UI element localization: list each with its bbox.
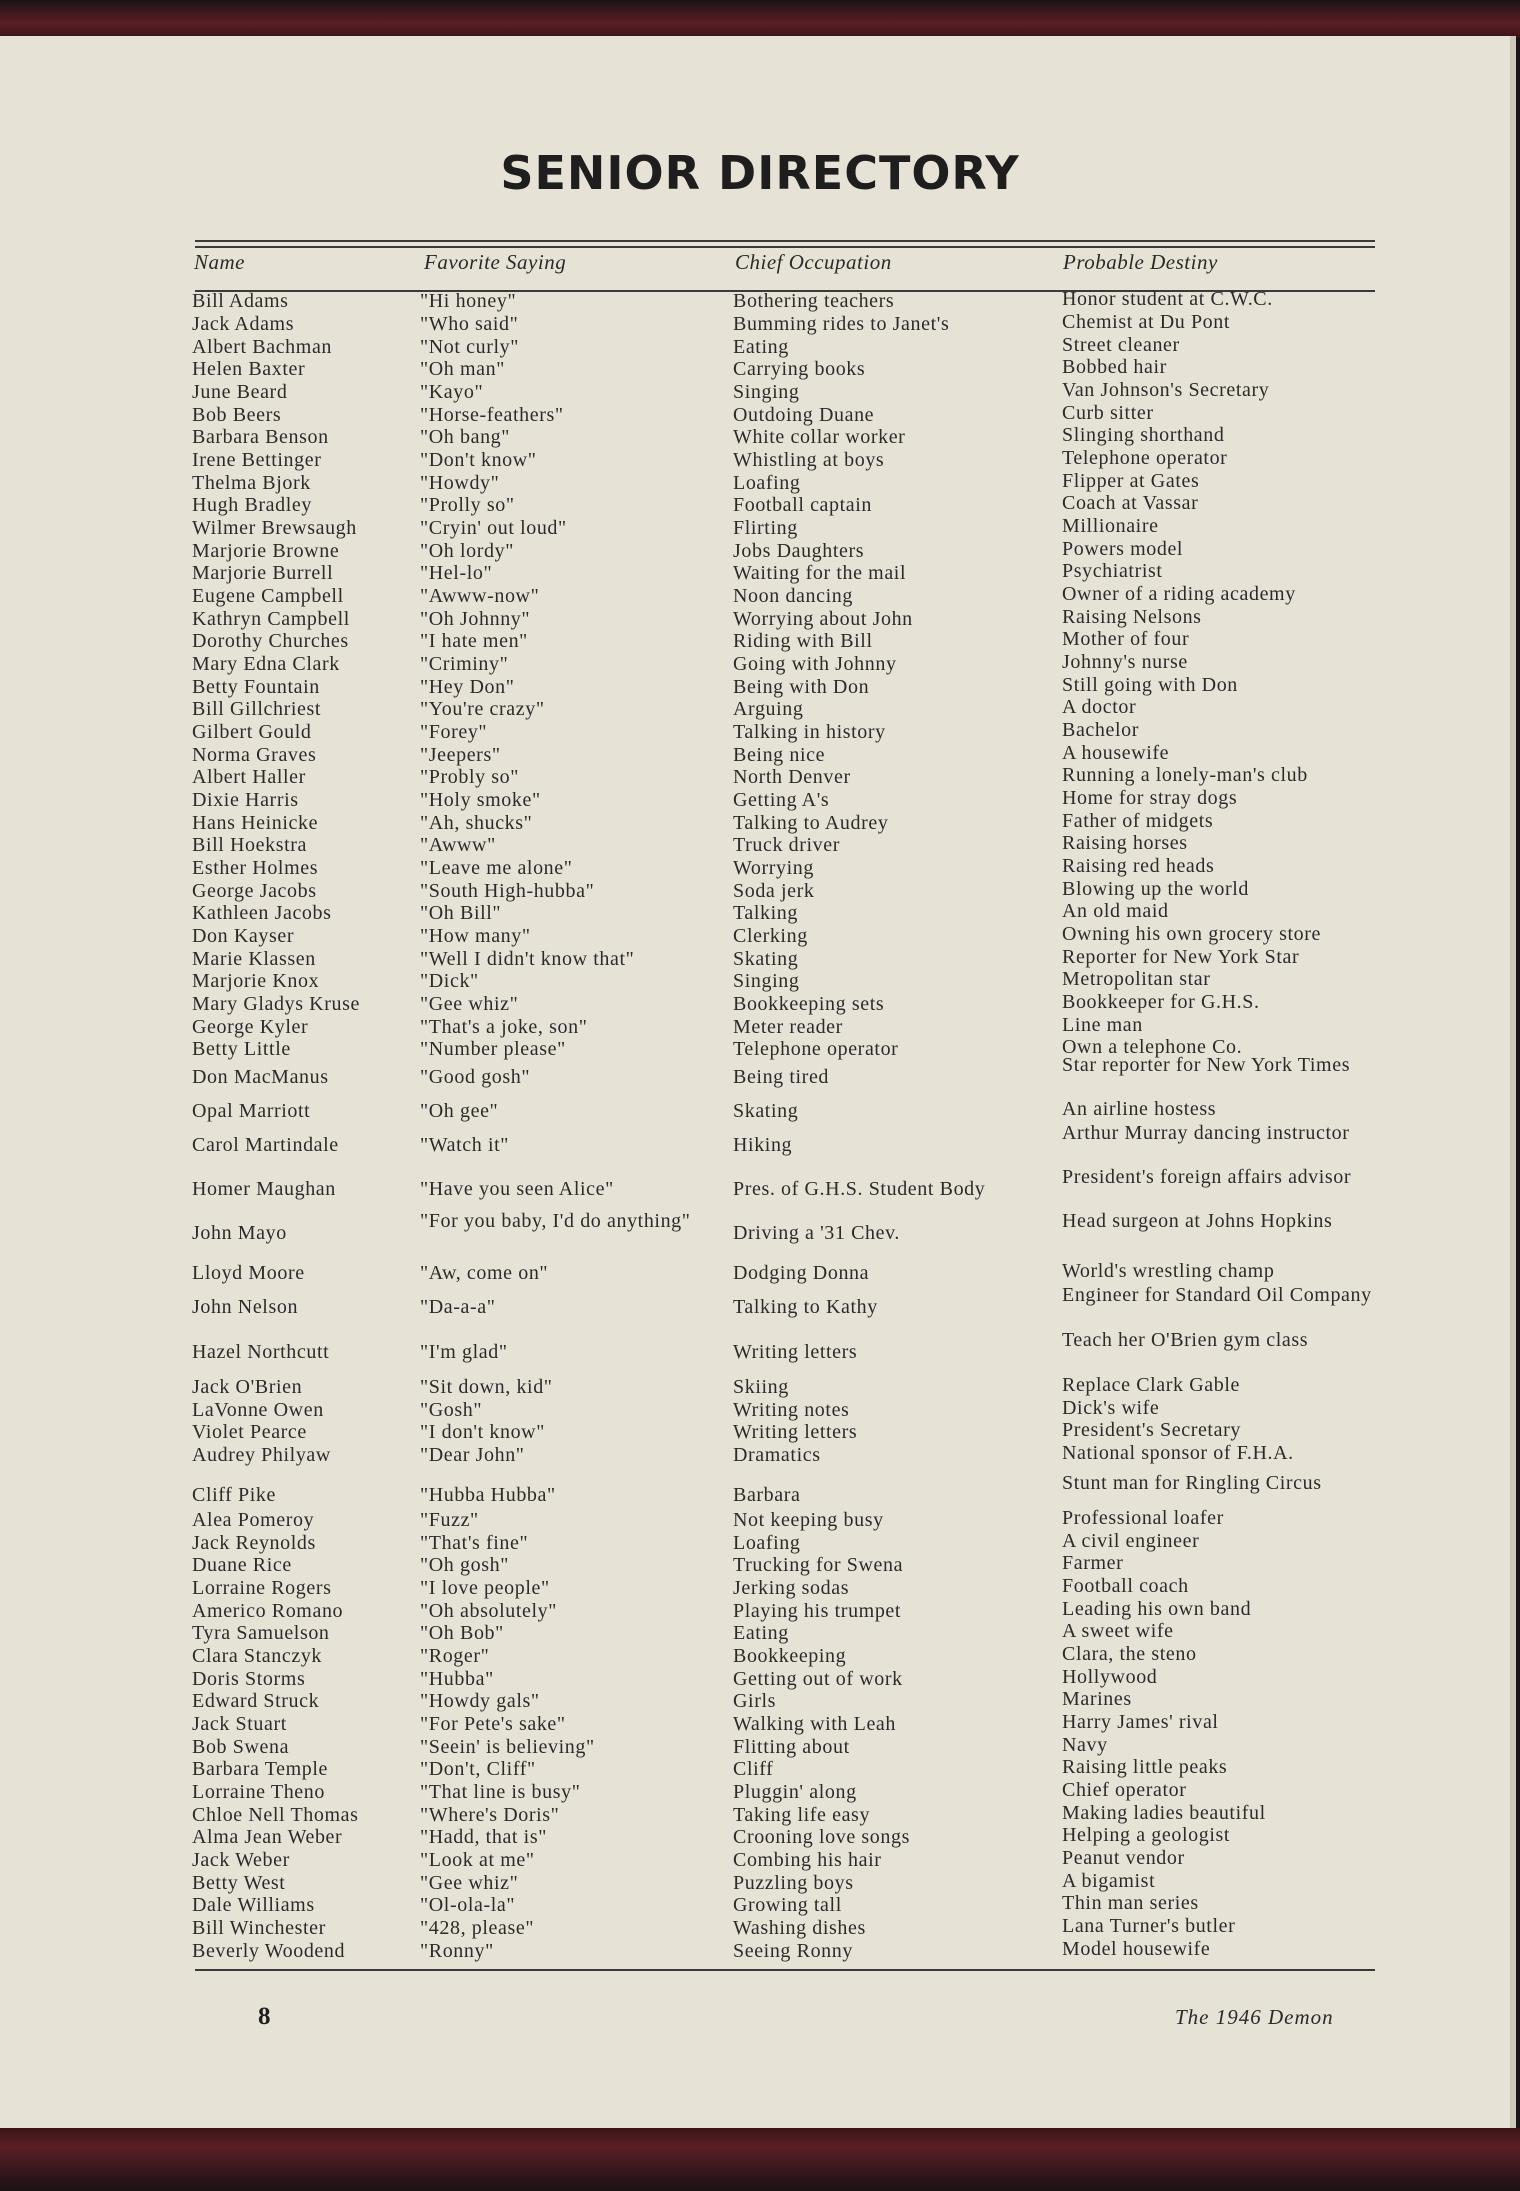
occupation-cell: Arguing xyxy=(733,698,804,720)
saying-cell: "Fuzz" xyxy=(420,1509,479,1531)
name-cell: Americo Romano xyxy=(192,1600,344,1622)
occupation-cell: Hiking xyxy=(733,1134,793,1156)
occupation-cell: Cliff xyxy=(733,1758,774,1780)
saying-cell: "Who said" xyxy=(420,313,519,335)
destiny-cell: Football coach xyxy=(1062,1575,1189,1597)
occupation-cell: Crooning love songs xyxy=(733,1826,910,1848)
destiny-cell: Star reporter for New York Times xyxy=(1062,1054,1351,1076)
destiny-cell: Blowing up the world xyxy=(1062,878,1249,900)
occupation-cell: Taking life easy xyxy=(733,1804,871,1826)
destiny-cell: An old maid xyxy=(1062,900,1169,922)
saying-cell: "That line is busy" xyxy=(420,1781,581,1803)
destiny-cell: An airline hostess xyxy=(1062,1098,1217,1120)
occupation-cell: Walking with Leah xyxy=(733,1713,896,1735)
table-rule-bottom xyxy=(195,1969,1375,1971)
occupation-cell: Combing his hair xyxy=(733,1849,882,1871)
saying-cell: "428, please" xyxy=(420,1917,535,1939)
name-cell: Alma Jean Weber xyxy=(192,1826,343,1848)
name-cell: Wilmer Brewsaugh xyxy=(192,517,357,539)
saying-cell: "Hadd, that is" xyxy=(420,1826,547,1848)
name-cell: Beverly Woodend xyxy=(192,1940,346,1962)
occupation-cell: Clerking xyxy=(733,925,808,947)
occupation-cell: Truck driver xyxy=(733,834,841,856)
saying-cell: "That's a joke, son" xyxy=(420,1016,588,1038)
name-cell: Kathleen Jacobs xyxy=(192,902,332,924)
occupation-cell: Girls xyxy=(733,1690,776,1712)
saying-cell: "Oh absolutely" xyxy=(420,1600,557,1622)
name-cell: Irene Bettinger xyxy=(192,449,322,471)
destiny-cell: Hollywood xyxy=(1062,1666,1158,1688)
saying-cell: "Awww-now" xyxy=(420,585,540,607)
saying-cell: "Prolly so" xyxy=(420,494,515,516)
name-cell: June Beard xyxy=(192,381,288,403)
occupation-cell: Jobs Daughters xyxy=(733,540,865,562)
page-title: SENIOR DIRECTORY xyxy=(500,146,1020,200)
destiny-cell: Marines xyxy=(1062,1688,1132,1710)
occupation-cell: Worrying xyxy=(733,857,814,879)
destiny-cell: A bigamist xyxy=(1062,1870,1156,1892)
saying-cell: "Good gosh" xyxy=(420,1066,531,1088)
occupation-cell: Writing letters xyxy=(733,1421,858,1443)
saying-cell: "You're crazy" xyxy=(420,698,545,720)
destiny-cell: Raising Nelsons xyxy=(1062,606,1202,628)
occupation-cell: Worrying about John xyxy=(733,608,913,630)
saying-cell: "Gosh" xyxy=(420,1399,483,1421)
destiny-cell: Johnny's nurse xyxy=(1062,651,1188,673)
saying-cell: "Oh Johnny" xyxy=(420,608,531,630)
name-cell: Marjorie Burrell xyxy=(192,562,334,584)
destiny-cell: Harry James' rival xyxy=(1062,1711,1219,1733)
name-cell: Gilbert Gould xyxy=(192,721,312,743)
saying-cell: "Awww" xyxy=(420,834,496,856)
occupation-cell: Seeing Ronny xyxy=(733,1940,853,1962)
saying-cell: "Gee whiz" xyxy=(420,1872,519,1894)
saying-cell: "Howdy gals" xyxy=(420,1690,540,1712)
saying-cell: "I love people" xyxy=(420,1577,550,1599)
saying-cell: "Look at me" xyxy=(420,1849,535,1871)
occupation-cell: Pluggin' along xyxy=(733,1781,857,1803)
destiny-cell: Head surgeon at Johns Hopkins xyxy=(1062,1210,1333,1232)
occupation-cell: Bothering teachers xyxy=(733,290,895,312)
saying-cell: "Gee whiz" xyxy=(420,993,519,1015)
destiny-cell: Still going with Don xyxy=(1062,674,1238,696)
destiny-cell: Farmer xyxy=(1062,1552,1124,1574)
page-number: 8 xyxy=(258,2003,271,2030)
destiny-cell: National sponsor of F.H.A. xyxy=(1062,1442,1294,1464)
destiny-cell: Peanut vendor xyxy=(1062,1847,1185,1869)
destiny-cell: Arthur Murray dancing instructor xyxy=(1062,1122,1350,1144)
occupation-cell: Singing xyxy=(733,970,800,992)
occupation-cell: Loafing xyxy=(733,1532,801,1554)
book-edge-top xyxy=(0,0,1520,38)
name-cell: Jack Adams xyxy=(192,313,295,335)
saying-cell: "Oh Bill" xyxy=(420,902,502,924)
saying-cell: "Kayo" xyxy=(420,381,484,403)
saying-cell: "Have you seen Alice" xyxy=(420,1178,614,1200)
occupation-cell: Talking xyxy=(733,902,799,924)
destiny-cell: A civil engineer xyxy=(1062,1530,1200,1552)
destiny-cell: Clara, the steno xyxy=(1062,1643,1197,1665)
saying-cell: "Seein' is believing" xyxy=(420,1736,595,1758)
destiny-cell: Dick's wife xyxy=(1062,1397,1160,1419)
name-cell: Dorothy Churches xyxy=(192,630,349,652)
saying-cell: "Watch it" xyxy=(420,1134,510,1156)
name-cell: Bill Hoekstra xyxy=(192,834,308,856)
destiny-cell: A sweet wife xyxy=(1062,1620,1174,1642)
name-cell: Thelma Bjork xyxy=(192,472,311,494)
destiny-cell: Own a telephone Co. xyxy=(1062,1036,1243,1058)
occupation-cell: Being nice xyxy=(733,744,826,766)
destiny-cell: Powers model xyxy=(1062,538,1184,560)
saying-cell: "Dick" xyxy=(420,970,479,992)
saying-cell: "I hate men" xyxy=(420,630,528,652)
name-cell: Bob Swena xyxy=(192,1736,290,1758)
name-cell: Lorraine Rogers xyxy=(192,1577,332,1599)
destiny-cell: President's Secretary xyxy=(1062,1419,1241,1441)
destiny-cell: Replace Clark Gable xyxy=(1062,1374,1240,1396)
saying-cell: "Roger" xyxy=(420,1645,490,1667)
occupation-cell: Being with Don xyxy=(733,676,870,698)
destiny-cell: Home for stray dogs xyxy=(1062,787,1238,809)
saying-cell: "Dear John" xyxy=(420,1444,525,1466)
destiny-cell: Raising little peaks xyxy=(1062,1756,1228,1778)
destiny-cell: Navy xyxy=(1062,1734,1108,1756)
occupation-cell: Outdoing Duane xyxy=(733,404,875,426)
name-cell: Bill Adams xyxy=(192,290,289,312)
occupation-cell: Singing xyxy=(733,381,800,403)
occupation-cell: Meter reader xyxy=(733,1016,843,1038)
saying-cell: "Where's Doris" xyxy=(420,1804,560,1826)
saying-cell: "Oh gosh" xyxy=(420,1554,509,1576)
destiny-cell: World's wrestling champ xyxy=(1062,1260,1275,1282)
name-cell: Audrey Philyaw xyxy=(192,1444,331,1466)
occupation-cell: Bumming rides to Janet's xyxy=(733,313,950,335)
destiny-cell: Bachelor xyxy=(1062,719,1139,741)
occupation-cell: Playing his trumpet xyxy=(733,1600,902,1622)
occupation-cell: Getting A's xyxy=(733,789,830,811)
name-cell: Marie Klassen xyxy=(192,948,316,970)
name-cell: Bill Gillchriest xyxy=(192,698,322,720)
destiny-cell: Professional loafer xyxy=(1062,1507,1224,1529)
saying-cell: "Hi honey" xyxy=(420,290,517,312)
occupation-cell: Eating xyxy=(733,336,789,358)
occupation-cell: Pres. of G.H.S. Student Body xyxy=(733,1178,986,1200)
name-cell: Lloyd Moore xyxy=(192,1262,305,1284)
name-cell: Mary Gladys Kruse xyxy=(192,993,360,1015)
occupation-cell: White collar worker xyxy=(733,426,906,448)
destiny-cell: Helping a geologist xyxy=(1062,1824,1231,1846)
occupation-cell: Eating xyxy=(733,1622,789,1644)
name-cell: Kathryn Campbell xyxy=(192,608,350,630)
saying-cell: "Holy smoke" xyxy=(420,789,541,811)
header-saying: Favorite Saying xyxy=(424,250,567,274)
destiny-cell: Line man xyxy=(1062,1014,1143,1036)
book-edge-bottom xyxy=(0,2128,1520,2191)
name-cell: Cliff Pike xyxy=(192,1484,276,1506)
name-cell: George Kyler xyxy=(192,1016,309,1038)
saying-cell: "Hubba Hubba" xyxy=(420,1484,556,1506)
occupation-cell: Going with Johnny xyxy=(733,653,897,675)
header-occupation: Chief Occupation xyxy=(735,250,892,274)
occupation-cell: Flitting about xyxy=(733,1736,850,1758)
destiny-cell: Making ladies beautiful xyxy=(1062,1802,1266,1824)
occupation-cell: Dramatics xyxy=(733,1444,821,1466)
publication-name: The 1946 Demon xyxy=(1175,2005,1334,2029)
occupation-cell: Telephone operator xyxy=(733,1038,899,1060)
destiny-cell: Owner of a riding academy xyxy=(1062,583,1296,605)
saying-cell: "I'm glad" xyxy=(420,1341,508,1363)
name-cell: Albert Haller xyxy=(192,766,306,788)
saying-cell: "How many" xyxy=(420,925,531,947)
name-cell: Eugene Campbell xyxy=(192,585,344,607)
saying-cell: "Oh lordy" xyxy=(420,540,514,562)
saying-cell: "Jeepers" xyxy=(420,744,501,766)
name-cell: Barbara Benson xyxy=(192,426,329,448)
occupation-cell: Talking to Kathy xyxy=(733,1296,878,1318)
name-cell: Bob Beers xyxy=(192,404,282,426)
occupation-cell: Football captain xyxy=(733,494,873,516)
destiny-cell: Owning his own grocery store xyxy=(1062,923,1321,945)
name-cell: Barbara Temple xyxy=(192,1758,329,1780)
saying-cell: "Criminy" xyxy=(420,653,509,675)
name-cell: Don MacManus xyxy=(192,1066,329,1088)
name-cell: Mary Edna Clark xyxy=(192,653,340,675)
destiny-cell: Leading his own band xyxy=(1062,1598,1252,1620)
header-rule-top-2 xyxy=(195,246,1375,248)
occupation-cell: Waiting for the mail xyxy=(733,562,907,584)
destiny-cell: Bobbed hair xyxy=(1062,356,1167,378)
name-cell: John Mayo xyxy=(192,1222,287,1244)
saying-cell: "Horse-feathers" xyxy=(420,404,564,426)
name-cell: Jack Stuart xyxy=(192,1713,287,1735)
destiny-cell: Slinging shorthand xyxy=(1062,424,1225,446)
destiny-cell: A housewife xyxy=(1062,742,1170,764)
destiny-cell: Raising horses xyxy=(1062,832,1188,854)
destiny-cell: Van Johnson's Secretary xyxy=(1062,379,1270,401)
saying-cell: "That's fine" xyxy=(420,1532,529,1554)
name-cell: Betty West xyxy=(192,1872,286,1894)
name-cell: Helen Baxter xyxy=(192,358,306,380)
destiny-cell: Metropolitan star xyxy=(1062,968,1211,990)
occupation-cell: Driving a '31 Chev. xyxy=(733,1222,901,1244)
destiny-cell: Street cleaner xyxy=(1062,334,1180,356)
name-cell: Esther Holmes xyxy=(192,857,319,879)
occupation-cell: Puzzling boys xyxy=(733,1872,854,1894)
occupation-cell: Trucking for Swena xyxy=(733,1554,904,1576)
header-rule-top xyxy=(195,240,1375,242)
destiny-cell: Chief operator xyxy=(1062,1779,1187,1801)
destiny-cell: Coach at Vassar xyxy=(1062,492,1199,514)
name-cell: Hazel Northcutt xyxy=(192,1341,330,1363)
name-cell: Jack O'Brien xyxy=(192,1376,303,1398)
occupation-cell: Talking to Audrey xyxy=(733,812,889,834)
name-cell: Norma Graves xyxy=(192,744,317,766)
occupation-cell: Riding with Bill xyxy=(733,630,873,652)
occupation-cell: Not keeping busy xyxy=(733,1509,884,1531)
occupation-cell: Washing dishes xyxy=(733,1917,866,1939)
destiny-cell: Millionaire xyxy=(1062,515,1159,537)
saying-cell: "Oh Bob" xyxy=(420,1622,504,1644)
name-cell: Violet Pearce xyxy=(192,1421,307,1443)
saying-cell: "Da-a-a" xyxy=(420,1296,496,1318)
occupation-cell: Writing notes xyxy=(733,1399,850,1421)
saying-cell: "Hubba" xyxy=(420,1668,494,1690)
saying-cell: "Ronny" xyxy=(420,1940,494,1962)
occupation-cell: Skating xyxy=(733,1100,799,1122)
destiny-cell: A doctor xyxy=(1062,696,1137,718)
saying-cell: "Aw, come on" xyxy=(420,1262,549,1284)
saying-cell: "Oh man" xyxy=(420,358,506,380)
saying-cell: "South High-hubba" xyxy=(420,880,595,902)
occupation-cell: Growing tall xyxy=(733,1894,842,1916)
header-name: Name xyxy=(194,250,245,274)
occupation-cell: Skiing xyxy=(733,1376,789,1398)
occupation-cell: Flirting xyxy=(733,517,798,539)
saying-cell: "Probly so" xyxy=(420,766,520,788)
destiny-cell: Lana Turner's butler xyxy=(1062,1915,1236,1937)
occupation-cell: Loafing xyxy=(733,472,801,494)
saying-cell: "For you baby, I'd do anything" xyxy=(420,1210,691,1232)
destiny-cell: Running a lonely-man's club xyxy=(1062,764,1308,786)
name-cell: Jack Reynolds xyxy=(192,1532,316,1554)
destiny-cell: Father of midgets xyxy=(1062,810,1214,832)
destiny-cell: Flipper at Gates xyxy=(1062,470,1200,492)
destiny-cell: Thin man series xyxy=(1062,1892,1199,1914)
destiny-cell: Engineer for Standard Oil Company xyxy=(1062,1284,1372,1306)
name-cell: Marjorie Knox xyxy=(192,970,320,992)
name-cell: Clara Stanczyk xyxy=(192,1645,323,1667)
destiny-cell: Telephone operator xyxy=(1062,447,1228,469)
name-cell: Lorraine Theno xyxy=(192,1781,325,1803)
occupation-cell: Jerking sodas xyxy=(733,1577,850,1599)
header-destiny: Probable Destiny xyxy=(1063,250,1218,274)
name-cell: Albert Bachman xyxy=(192,336,333,358)
saying-cell: "I don't know" xyxy=(420,1421,545,1443)
saying-cell: "For Pete's sake" xyxy=(420,1713,566,1735)
occupation-cell: Carrying books xyxy=(733,358,866,380)
saying-cell: "Forey" xyxy=(420,721,488,743)
name-cell: Jack Weber xyxy=(192,1849,290,1871)
saying-cell: "Ol-ola-la" xyxy=(420,1894,516,1916)
name-cell: George Jacobs xyxy=(192,880,317,902)
occupation-cell: Whistling at boys xyxy=(733,449,885,471)
destiny-cell: Teach her O'Brien gym class xyxy=(1062,1329,1309,1351)
destiny-cell: Stunt man for Ringling Circus xyxy=(1062,1472,1322,1494)
occupation-cell: Noon dancing xyxy=(733,585,853,607)
saying-cell: "Number please" xyxy=(420,1038,566,1060)
destiny-cell: Raising red heads xyxy=(1062,855,1215,877)
saying-cell: "Oh gee" xyxy=(420,1100,499,1122)
saying-cell: "Cryin' out loud" xyxy=(420,517,567,539)
destiny-cell: Chemist at Du Pont xyxy=(1062,311,1231,333)
saying-cell: "Well I didn't know that" xyxy=(420,948,635,970)
name-cell: Carol Martindale xyxy=(192,1134,339,1156)
occupation-cell: Barbara xyxy=(733,1484,801,1506)
name-cell: Betty Little xyxy=(192,1038,291,1060)
saying-cell: "Don't, Cliff" xyxy=(420,1758,536,1780)
saying-cell: "Howdy" xyxy=(420,472,500,494)
destiny-cell: Bookkeeper for G.H.S. xyxy=(1062,991,1260,1013)
name-cell: Duane Rice xyxy=(192,1554,292,1576)
destiny-cell: Honor student at C.W.C. xyxy=(1062,288,1273,310)
name-cell: Hans Heinicke xyxy=(192,812,319,834)
destiny-cell: Model housewife xyxy=(1062,1938,1211,1960)
occupation-cell: Bookkeeping sets xyxy=(733,993,885,1015)
name-cell: Hugh Bradley xyxy=(192,494,312,516)
occupation-cell: Getting out of work xyxy=(733,1668,903,1690)
destiny-cell: Psychiatrist xyxy=(1062,560,1163,582)
saying-cell: "Ah, shucks" xyxy=(420,812,533,834)
name-cell: Betty Fountain xyxy=(192,676,320,698)
destiny-cell: Reporter for New York Star xyxy=(1062,946,1300,968)
saying-cell: "Don't know" xyxy=(420,449,537,471)
name-cell: Homer Maughan xyxy=(192,1178,336,1200)
saying-cell: "Oh bang" xyxy=(420,426,511,448)
occupation-cell: Being tired xyxy=(733,1066,830,1088)
saying-cell: "Not curly" xyxy=(420,336,520,358)
occupation-cell: Writing letters xyxy=(733,1341,858,1363)
saying-cell: "Hel-lo" xyxy=(420,562,493,584)
destiny-cell: President's foreign affairs advisor xyxy=(1062,1166,1352,1188)
saying-cell: "Leave me alone" xyxy=(420,857,573,879)
name-cell: Doris Storms xyxy=(192,1668,306,1690)
occupation-cell: Bookkeeping xyxy=(733,1645,847,1667)
occupation-cell: North Denver xyxy=(733,766,851,788)
name-cell: Dale Williams xyxy=(192,1894,315,1916)
name-cell: Don Kayser xyxy=(192,925,295,947)
destiny-cell: Mother of four xyxy=(1062,628,1190,650)
occupation-cell: Talking in history xyxy=(733,721,886,743)
destiny-cell: Curb sitter xyxy=(1062,402,1154,424)
name-cell: Bill Winchester xyxy=(192,1917,326,1939)
name-cell: Tyra Samuelson xyxy=(192,1622,330,1644)
name-cell: Alea Pomeroy xyxy=(192,1509,315,1531)
name-cell: Dixie Harris xyxy=(192,789,299,811)
name-cell: Chloe Nell Thomas xyxy=(192,1804,359,1826)
occupation-cell: Soda jerk xyxy=(733,880,815,902)
name-cell: Edward Struck xyxy=(192,1690,320,1712)
saying-cell: "Sit down, kid" xyxy=(420,1376,553,1398)
name-cell: John Nelson xyxy=(192,1296,299,1318)
occupation-cell: Dodging Donna xyxy=(733,1262,870,1284)
name-cell: Opal Marriott xyxy=(192,1100,311,1122)
name-cell: LaVonne Owen xyxy=(192,1399,324,1421)
saying-cell: "Hey Don" xyxy=(420,676,515,698)
name-cell: Marjorie Browne xyxy=(192,540,340,562)
occupation-cell: Skating xyxy=(733,948,799,970)
